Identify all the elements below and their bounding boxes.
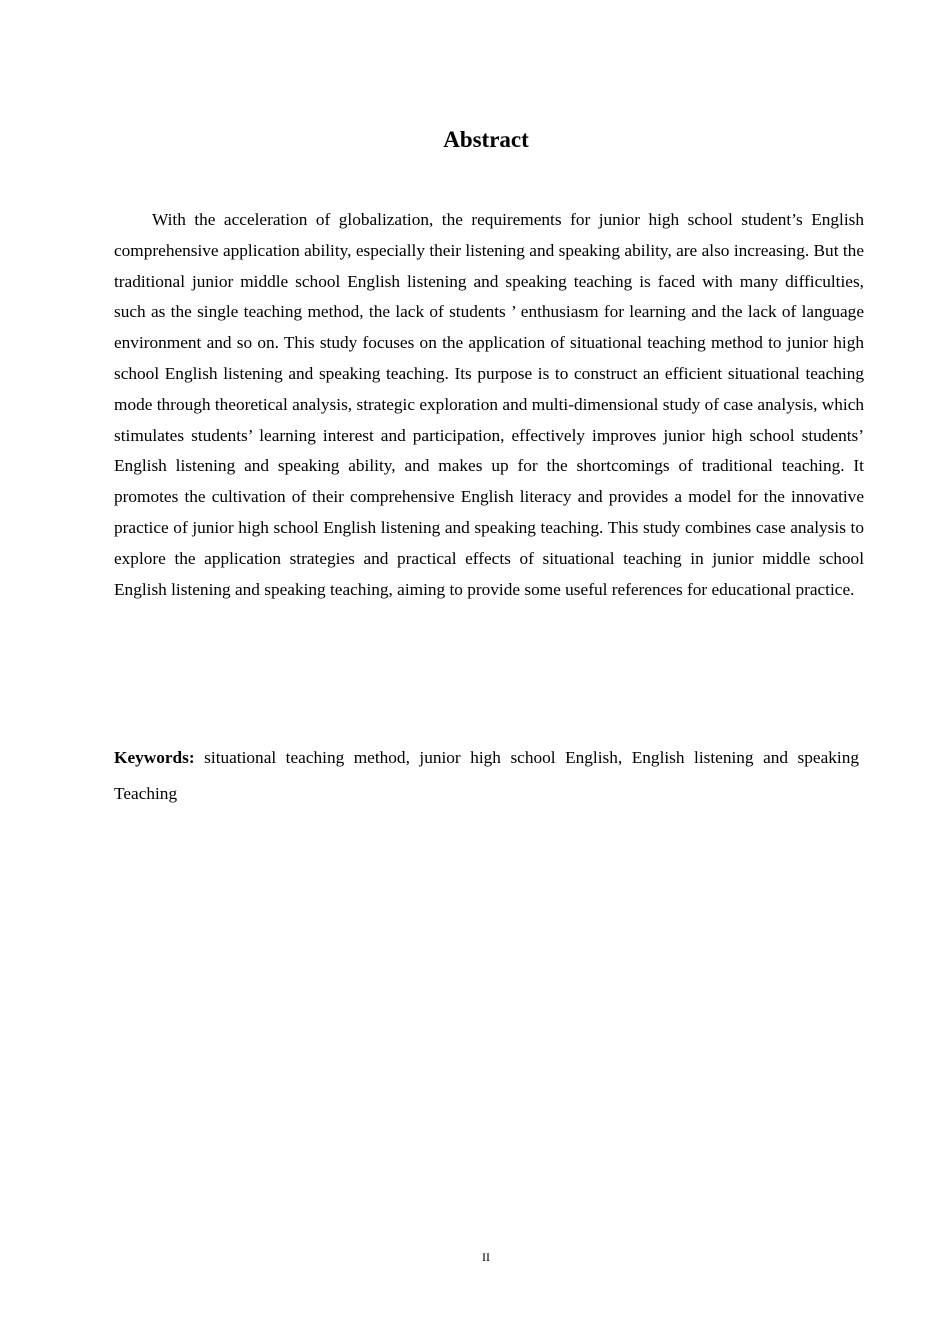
keywords-paragraph <box>114 740 859 812</box>
keywords-text: situational teaching method, junior high school English, English listening and speaking Teaching <box>114 748 859 803</box>
keywords-label: Keywords: <box>114 748 195 767</box>
abstract-paragraph: With the acceleration of globalization, the requirements for junior high school student’s English comprehensive application ability, especially their listening and speaking ability, are also increasing. But the traditional junior middle school English listening and speaking teaching is faced with many difficulties, such as the single teaching method, the lack of students ’ enthusiasm for learning and the lack of language environment and so on. This study focuses on the application of situational teaching method to junior high school English listening and speaking teaching. Its purpose is to construct an efficient situational teaching mode through theoretical analysis, strategic exploration and multi-dimensional study of case analysis, which stimulates students’ learning interest and participation, effectively improves junior high school students’ English listening and speaking ability, and makes up for the shortcomings of traditional teaching. It promotes the cultivation of their comprehensive English literacy and provides a model for the innovative practice of junior high school English listening and speaking teaching. This study combines case analysis to explore the application strategies and practical effects of situational teaching in junior middle school English listening and speaking teaching, aiming to provide some useful references for educational practice. <box>114 210 864 599</box>
page-title: Abstract <box>443 127 529 152</box>
page-number: II <box>482 1250 490 1264</box>
